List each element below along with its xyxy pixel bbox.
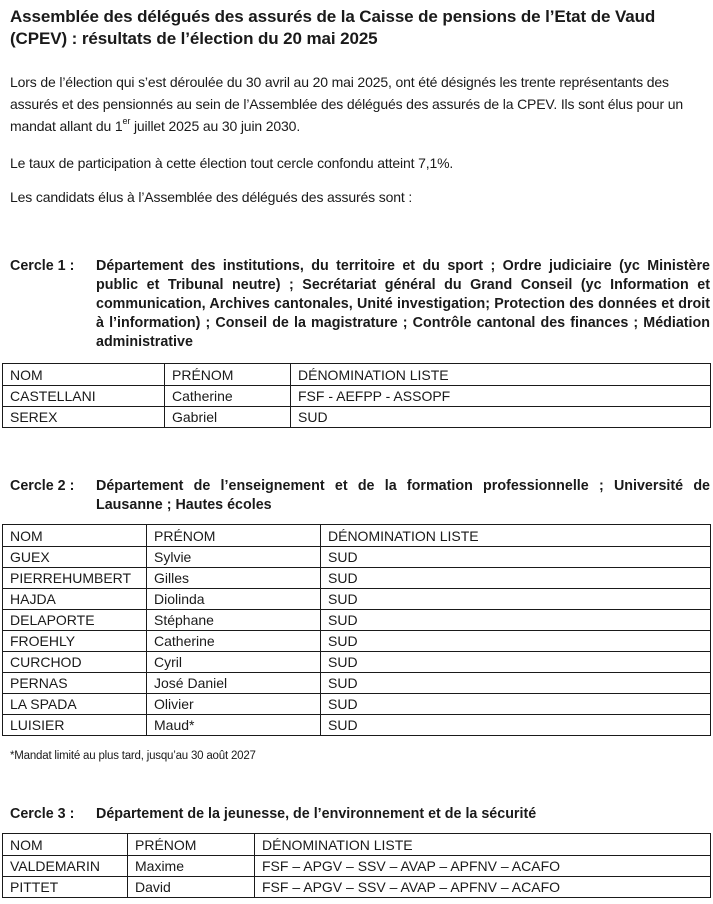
table-row xyxy=(3,877,711,898)
elected-intro-paragraph: Les candidats élus à l’Assemblée des délégués des assurés sont : xyxy=(10,189,413,205)
cercle-1-table xyxy=(2,363,711,428)
cell-liste: SUD xyxy=(321,610,711,631)
cercle-1-description: Département des institutions, du territoire et du sport ; Ordre judiciaire (yc Ministère public et Tribunal neutre) ; Secrétariat général du Grand Conseil (yc Information et communication, Archives cantonales, Unité investigation; Protection des données et droit à l’information) ; Conseil de la magistrature ; Contrôle cantonal des finances ; Médiation administrative xyxy=(96,258,710,350)
table-row xyxy=(3,631,711,652)
cell-nom: PIERREHUMBERT xyxy=(3,568,147,589)
cell-liste: FSF – APGV – SSV – AVAP – APFNV – ACAFO xyxy=(255,856,711,877)
cercle-2-table xyxy=(2,524,711,736)
column-header-nom: NOM xyxy=(3,364,165,386)
cercle-2-description: Département de l’enseignement et de la formation professionnelle ; Université de Lausanne ; Hautes écoles xyxy=(96,478,710,513)
cercle-3-table xyxy=(2,833,711,898)
cell-prenom: Catherine xyxy=(165,386,291,407)
cercle-3-heading xyxy=(10,805,710,824)
column-header-prenom: PRÉNOM xyxy=(147,525,321,547)
column-header-liste: DÉNOMINATION LISTE xyxy=(321,525,711,547)
table-row xyxy=(3,694,711,715)
intro-text-start: Lors de l’élection qui s’est déroulée du 30 avril au 20 mai 2025, ont été désignés les trente représentants des assurés et des pensionnés au sein de l’Assemblée des délégués des assurés de la CPEV. Ils sont élus pour un mandat allant du 1 xyxy=(10,74,683,134)
table-row xyxy=(3,610,711,631)
ordinal-superscript: er xyxy=(122,116,131,127)
cercle-2-label: Cercle 2 : xyxy=(10,478,75,494)
table-row xyxy=(3,407,711,428)
cell-prenom: Sylvie xyxy=(147,547,321,568)
table-row xyxy=(3,568,711,589)
cell-nom: PERNAS xyxy=(3,673,147,694)
cell-liste: SUD xyxy=(321,694,711,715)
table-row xyxy=(3,715,711,736)
cell-nom: HAJDA xyxy=(3,589,147,610)
cell-prenom: Gabriel xyxy=(165,407,291,428)
column-header-prenom: PRÉNOM xyxy=(165,364,291,386)
cell-nom: LUISIER xyxy=(3,715,147,736)
cell-prenom: Diolinda xyxy=(147,589,321,610)
cercle-2-footnote: *Mandat limité au plus tard, jusqu’au 30 août 2027 xyxy=(10,750,256,762)
participation-paragraph: Le taux de participation à cette élection tout cercle confondu atteint 7,1%. xyxy=(10,155,454,171)
cell-liste: SUD xyxy=(321,673,711,694)
cell-nom: DELAPORTE xyxy=(3,610,147,631)
table-header-row xyxy=(3,834,711,856)
table-header-row xyxy=(3,525,711,547)
cell-liste: SUD xyxy=(321,589,711,610)
column-header-prenom: PRÉNOM xyxy=(128,834,255,856)
cell-liste: SUD xyxy=(321,715,711,736)
cell-prenom: Gilles xyxy=(147,568,321,589)
cell-nom: FROEHLY xyxy=(3,631,147,652)
cell-nom: LA SPADA xyxy=(3,694,147,715)
cell-prenom: David xyxy=(128,877,255,898)
cercle-1-label: Cercle 1 : xyxy=(10,258,75,274)
cell-liste: SUD xyxy=(291,407,711,428)
column-header-liste: DÉNOMINATION LISTE xyxy=(255,834,711,856)
table-header-row xyxy=(3,364,711,386)
cell-liste: SUD xyxy=(321,547,711,568)
cell-prenom: Cyril xyxy=(147,652,321,673)
cell-liste: SUD xyxy=(321,631,711,652)
cell-prenom: Maud* xyxy=(147,715,321,736)
column-header-nom: NOM xyxy=(3,834,128,856)
cell-prenom: Maxime xyxy=(128,856,255,877)
intro-paragraph xyxy=(10,71,710,137)
cercle-1-heading xyxy=(10,257,710,352)
document-title: Assemblée des délégués des assurés de la Caisse de pensions de l’Etat de Vaud (CPEV) : résultats de l’élection du 20 mai 2025 xyxy=(10,7,656,48)
cell-prenom: Stéphane xyxy=(147,610,321,631)
cell-prenom: José Daniel xyxy=(147,673,321,694)
cercle-2-heading xyxy=(10,477,710,515)
cell-nom: PITTET xyxy=(3,877,128,898)
cell-liste: FSF - AEFPP - ASSOPF xyxy=(291,386,711,407)
cell-liste: SUD xyxy=(321,652,711,673)
table-row xyxy=(3,589,711,610)
table-row xyxy=(3,547,711,568)
cell-nom: GUEX xyxy=(3,547,147,568)
cell-nom: CASTELLANI xyxy=(3,386,165,407)
cercle-3-label: Cercle 3 : xyxy=(10,806,75,822)
cell-nom: CURCHOD xyxy=(3,652,147,673)
column-header-nom: NOM xyxy=(3,525,147,547)
cell-prenom: Catherine xyxy=(147,631,321,652)
cell-prenom: Olivier xyxy=(147,694,321,715)
cell-nom: SEREX xyxy=(3,407,165,428)
column-header-liste: DÉNOMINATION LISTE xyxy=(291,364,711,386)
table-row xyxy=(3,386,711,407)
table-row xyxy=(3,856,711,877)
table-row xyxy=(3,652,711,673)
cell-liste: FSF – APGV – SSV – AVAP – APFNV – ACAFO xyxy=(255,877,711,898)
cell-nom: VALDEMARIN xyxy=(3,856,128,877)
intro-text-end: juillet 2025 au 30 juin 2030. xyxy=(130,118,301,134)
table-row xyxy=(3,673,711,694)
cercle-3-description: Département de la jeunesse, de l’environnement et de la sécurité xyxy=(96,806,537,822)
cell-liste: SUD xyxy=(321,568,711,589)
